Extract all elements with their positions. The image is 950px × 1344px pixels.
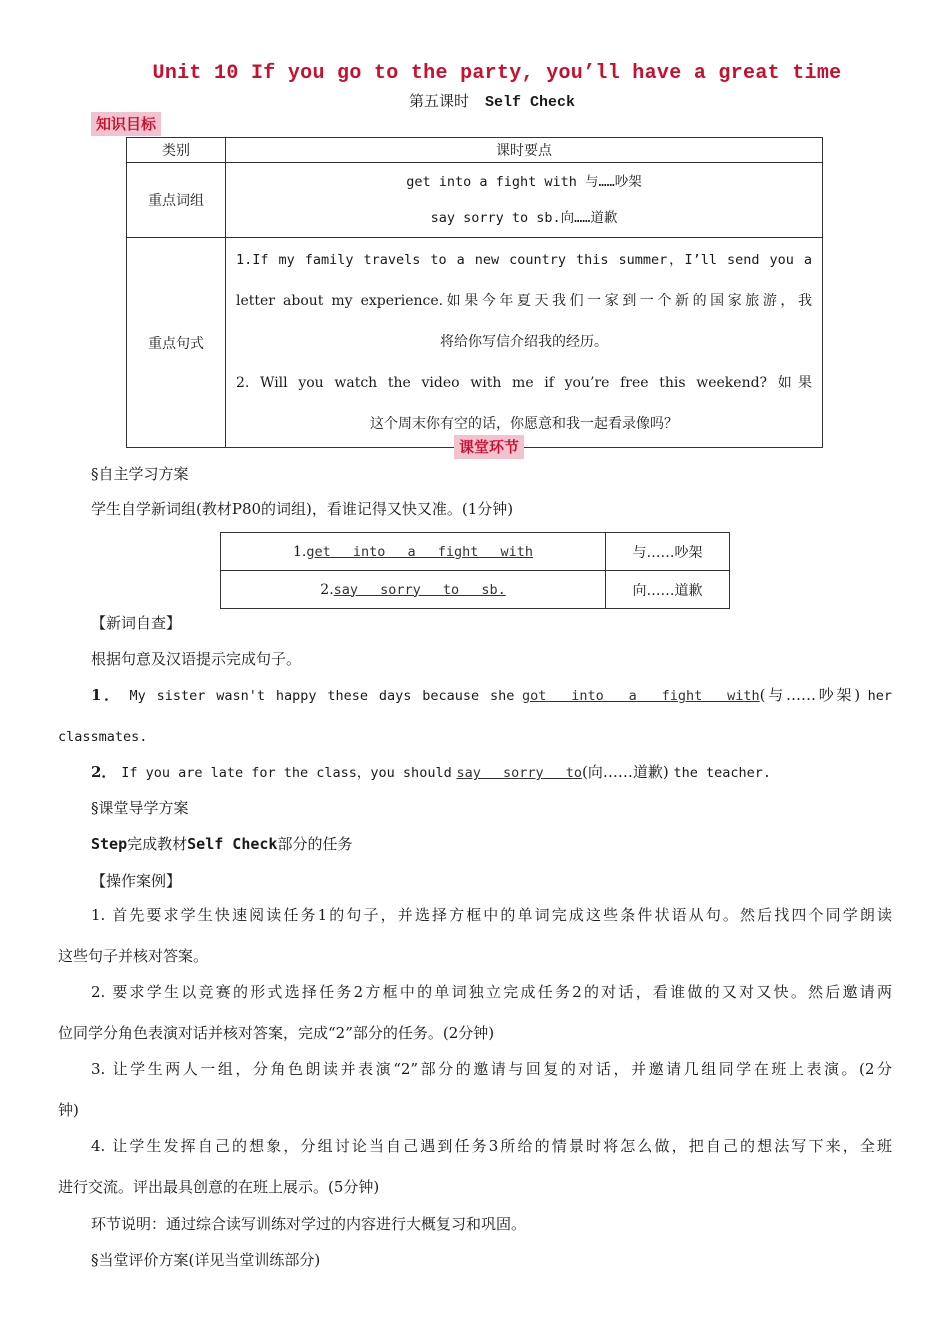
question-2-tail: the teacher. bbox=[673, 765, 772, 781]
case-item-1-line-1: 1. 首先要求学生快速阅读任务1的句子，并选择方框中的单词完成这些条件状语从句。然后找四个同学朗读 bbox=[91, 906, 892, 924]
step-line bbox=[91, 833, 352, 854]
phrase-2: say sorry to sb.向……道歉 bbox=[430, 210, 618, 226]
question-2-answer: say sorry to bbox=[456, 765, 583, 781]
vocab-number: 2. bbox=[320, 581, 334, 598]
case-item-3-line-1: 3. 让学生两人一组，分角色朗读并表演“2”部分的邀请与回复的对话，并邀请几组同学在班上表演。(2分 bbox=[91, 1060, 892, 1078]
step-text: 完成教材 bbox=[127, 835, 188, 853]
case-heading: 【操作案例】 bbox=[91, 872, 182, 890]
sentence-2-line-2: 这个周末你有空的话，你愿意和我一起看录像吗？ bbox=[370, 416, 678, 432]
question-1 bbox=[91, 685, 892, 706]
vocab-phrase-text: get into a fight with bbox=[306, 543, 534, 560]
self-study-intro: 学生自学新词组(教材P80的词组)，看谁记得又快又准。(1分钟) bbox=[91, 500, 514, 518]
case-item-4-line-2: 进行交流。评出最具创意的在班上展示。(5分钟) bbox=[58, 1178, 380, 1196]
class-tag: 课堂环节 bbox=[454, 435, 524, 459]
section-note: 环节说明：通过综合读写训练对学过的内容进行大概复习和巩固。 bbox=[91, 1215, 527, 1233]
goals-table-header bbox=[127, 138, 823, 163]
question-1-hint: (与……吵架) bbox=[759, 686, 861, 704]
question-2 bbox=[91, 762, 771, 783]
check-heading: 【新词自查】 bbox=[91, 614, 182, 632]
case-item-1-line-2: 这些句子并核对答案。 bbox=[58, 947, 209, 965]
section-guided: §课堂导学方案 bbox=[91, 799, 189, 817]
document-title: Unit 10 If you go to the party, you’ll have a great time bbox=[152, 62, 842, 85]
sentence-1-line-1: 1.If my family travels to a new country this summer，I’ll send you a bbox=[236, 252, 812, 268]
vocab-phrase-text: say sorry to sb. bbox=[333, 581, 506, 598]
phrase-label: 重点词组 bbox=[127, 163, 226, 238]
case-item-3-line-2: 钟) bbox=[58, 1101, 79, 1119]
question-1-tail: her bbox=[867, 688, 892, 704]
vocab-phrase bbox=[221, 533, 606, 571]
phrase-row bbox=[127, 163, 823, 238]
question-number: 2． bbox=[91, 763, 117, 781]
lesson-topic: Self Check bbox=[485, 94, 576, 111]
case-item-2-line-1: 2. 要求学生以竞赛的形式选择任务2方框中的单词独立完成任务2的对话，看谁做的又对又快。然后邀请两 bbox=[91, 983, 892, 1001]
vocab-meaning: 向……道歉 bbox=[606, 571, 730, 609]
lesson-subtitle bbox=[0, 90, 950, 111]
check-intro: 根据句意及汉语提示完成句子。 bbox=[91, 650, 302, 668]
vocab-number: 1. bbox=[292, 543, 307, 560]
section-evaluation: §当堂评价方案(详见当堂训练部分) bbox=[91, 1251, 321, 1269]
case-item-4-line-1: 4. 让学生发挥自己的想象，分组讨论当自己遇到任务3所给的情景时将怎么做，把自己的想法写下来，全班 bbox=[91, 1137, 892, 1155]
step-topic: Self Check bbox=[187, 835, 278, 853]
sentence-1-line-3: 将给你写信介绍我的经历。 bbox=[440, 334, 608, 350]
goals-table bbox=[126, 137, 823, 448]
vocab-row bbox=[221, 571, 730, 609]
vocab-table bbox=[220, 532, 730, 609]
question-number: 1． bbox=[91, 686, 122, 704]
question-1-answer: got into a fight with bbox=[521, 688, 760, 704]
section-self-study: §自主学习方案 bbox=[91, 465, 189, 483]
sentence-2-line-1: 2. Will you watch the video with me if you’re free this weekend? 如果 bbox=[236, 375, 812, 391]
question-1-text: My sister wasn't happy these days because she bbox=[129, 688, 515, 704]
phrase-1: get into a fight with 与……吵架 bbox=[406, 174, 642, 190]
case-item-2-line-2: 位同学分角色表演对话并核对答案，完成“2”部分的任务。(2分钟) bbox=[58, 1024, 495, 1042]
sentence-label: 重点句式 bbox=[127, 238, 226, 448]
phrase-cell bbox=[226, 163, 823, 238]
header-category: 类别 bbox=[127, 138, 226, 163]
vocab-meaning: 与……吵架 bbox=[606, 533, 730, 571]
header-points: 课时要点 bbox=[226, 138, 823, 163]
question-2-text: If you are late for the class，you should bbox=[121, 765, 452, 781]
question-1-continued: classmates. bbox=[58, 729, 148, 745]
sentence-1-line-2: letter about my experience.如果今年夏天我们一家到一个新的国家旅游，我 bbox=[236, 293, 812, 309]
lesson-number: 第五课时 bbox=[408, 92, 469, 110]
question-2-hint: (向……道歉) bbox=[582, 763, 669, 781]
sentence-cell bbox=[226, 238, 823, 448]
goals-tag: 知识目标 bbox=[91, 112, 161, 136]
step-label: Step bbox=[91, 835, 128, 853]
sentence-row bbox=[127, 238, 823, 448]
vocab-row bbox=[221, 533, 730, 571]
step-suffix: 部分的任务 bbox=[277, 835, 353, 853]
vocab-phrase bbox=[221, 571, 606, 609]
